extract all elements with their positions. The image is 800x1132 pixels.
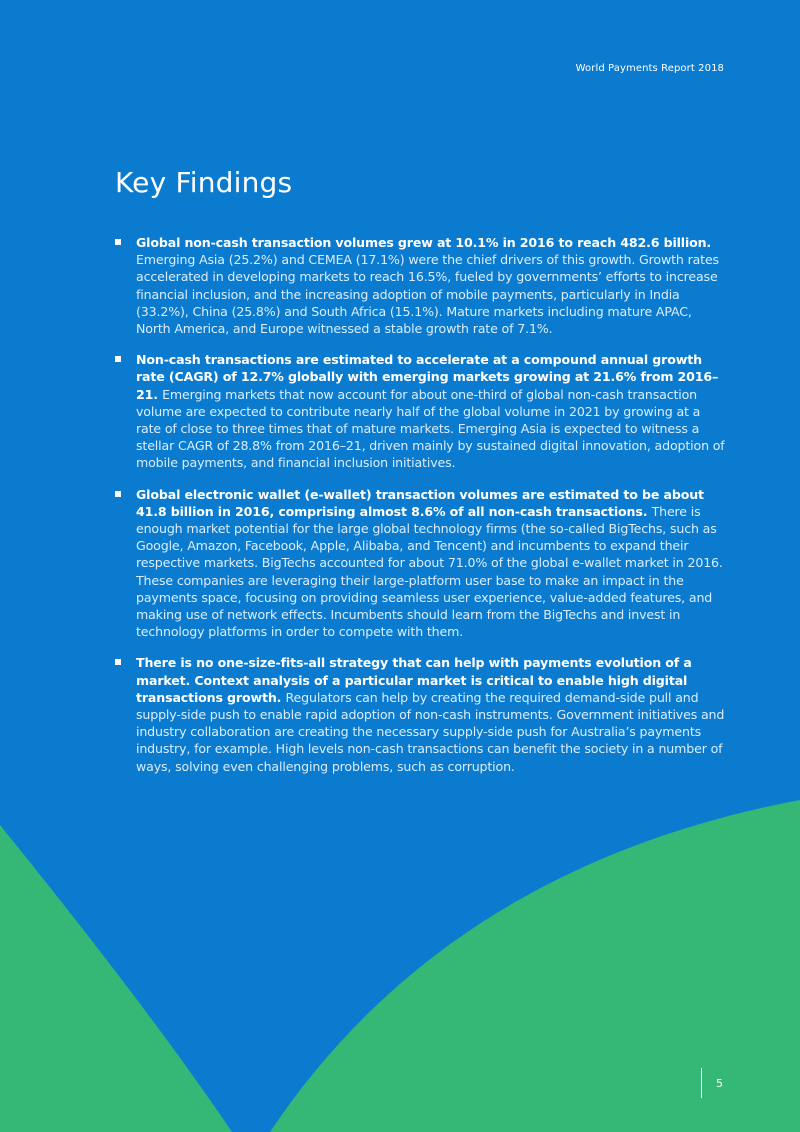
page-number-divider [701, 1068, 702, 1098]
square-bullet-icon [115, 491, 121, 497]
finding-item [113, 234, 727, 337]
finding-item [113, 654, 727, 774]
page-number: 5 [716, 1077, 723, 1090]
finding-body: There is enough market potential for the large global technology firms (the so-called BigTechs, such as Google, Amazon, Facebook, Apple, Alibaba, and Tencent) and incumbents to expand their respective markets. BigTechs accounted for about 71.0% of the global e-wallet market in 2016. These companies are leveraging their large-platform user base to make an impact in the payments space, focusing on providing seamless user experience, value-added features, and making use of network effects. Incumbents should learn from the BigTechs and invest in technology platforms in order to compete with them. [136, 503, 723, 640]
finding-item [113, 486, 727, 641]
finding-lead: Non-cash transactions are estimated to accelerate at a compound annual growth rate (CAGR) of 12.7% globally with emerging markets growing at 21.6% from 2016–21. [136, 352, 719, 402]
finding-body: Regulators can help by creating the required demand-side pull and supply-side push to enable rapid adoption of non-cash instruments. Government initiatives and industry collaboration are creating the necessary supply-side push for Australia’s payments industry, for example. High levels non-cash transactions can benefit the society in a number of ways, solving even challenging problems, such as corruption. [136, 689, 725, 774]
report-header-label: World Payments Report 2018 [575, 63, 724, 74]
finding-item [113, 351, 727, 471]
finding-lead: Global electronic wallet (e-wallet) transaction volumes are estimated to be about 41.8 billion in 2016, comprising almost 8.6% of all non-cash transactions. [136, 486, 704, 519]
page-title: Key Findings [115, 166, 293, 199]
square-bullet-icon [115, 659, 121, 665]
finding-body: Emerging Asia (25.2%) and CEMEA (17.1%) were the chief drivers of this growth. Growth rates accelerated in developing markets to reach 16.5%, fueled by governments’ efforts to increase financial inclusion, and the increasing adoption of mobile payments, particularly in India (33.2%), China (25.8%) and South Africa (15.1%). Mature markets including mature APAC, North America, and Europe witnessed a stable growth rate of 7.1%. [136, 252, 719, 337]
square-bullet-icon [115, 356, 121, 362]
finding-body: Emerging markets that now account for about one-third of global non-cash transaction volume are expected to contribute nearly half of the global volume in 2021 by growing at a rate of close to three times that of mature markets. Emerging Asia is expected to witness a stellar CAGR of 28.8% from 2016–21, driven mainly by sustained digital innovation, adoption of mobile payments, and financial inclusion initiatives. [136, 386, 725, 471]
square-bullet-icon [115, 239, 121, 245]
finding-lead: Global non-cash transaction volumes grew at 10.1% in 2016 to reach 482.6 billion. [136, 235, 712, 250]
finding-lead: There is no one-size-fits-all strategy that can help with payments evolution of a market. Context analysis of a particular market is critical to enable high digital transactions growth. [136, 655, 692, 705]
key-findings-list [113, 234, 727, 789]
